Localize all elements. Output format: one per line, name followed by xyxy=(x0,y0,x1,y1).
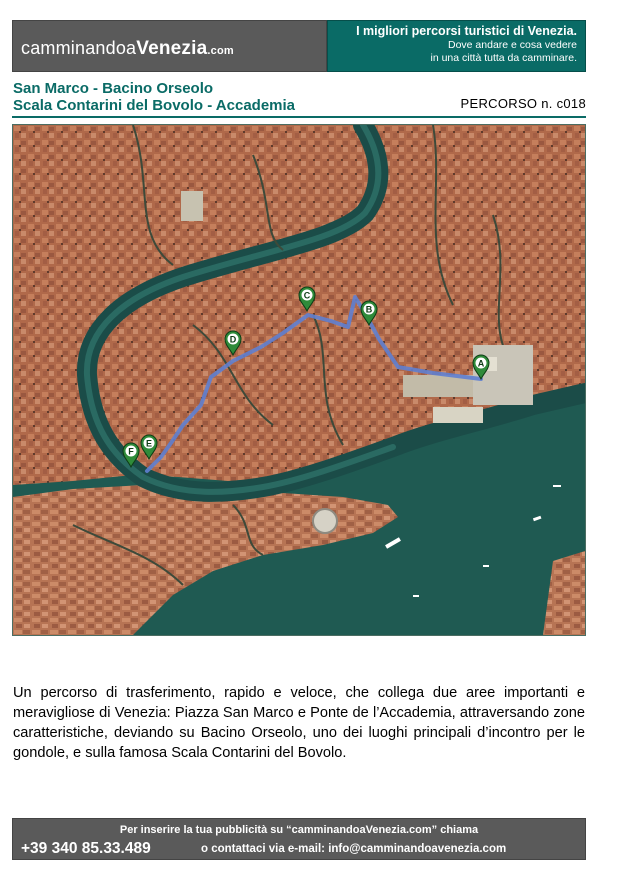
footer-site-c: .com xyxy=(405,824,432,836)
logo-bold: Venezia xyxy=(136,38,208,59)
footer-text-a: Per inserire la tua pubblicità su “ xyxy=(119,824,292,836)
footer-text-b: ” chiama xyxy=(431,824,479,836)
route-number: PERCORSO n. c018 xyxy=(460,96,586,111)
footer-site-b: Venezia xyxy=(365,824,406,836)
footer-site-a: camminandoa xyxy=(291,824,366,836)
route-title-line-1: San Marco - Bacino Orseolo xyxy=(13,80,214,97)
footer-email[interactable]: info@camminandoavenezia.com xyxy=(328,843,507,855)
campo xyxy=(181,191,203,221)
salute-church xyxy=(313,509,337,533)
marker-letter: C xyxy=(303,290,311,301)
tagline-line-2: in una città tutta da camminare. xyxy=(430,52,577,64)
title-divider xyxy=(12,116,586,118)
logo-suffix: .com xyxy=(207,45,234,57)
logo-prefix: camminandoa xyxy=(21,38,137,58)
marker-letter: B xyxy=(365,304,373,315)
marker-letter: D xyxy=(229,334,237,345)
tagline-line-1: Dove andare e cosa vedere xyxy=(448,39,577,51)
footer-advertise-text xyxy=(13,824,585,836)
footer-contact xyxy=(201,843,506,855)
footer-contact-text: o contattaci via e-mail: xyxy=(201,843,325,855)
advertising-footer xyxy=(12,818,586,860)
route-title xyxy=(13,80,295,114)
tagline-title: I migliori percorsi turistici di Venezia. xyxy=(356,24,577,38)
marker-letter: F xyxy=(128,446,134,457)
marker-letter: E xyxy=(145,438,153,449)
marker-letter: A xyxy=(477,358,485,369)
tagline-box xyxy=(327,20,586,72)
route-title-line-2: Scala Contarini del Bovolo - Accademia xyxy=(13,97,296,114)
route-description: Un percorso di trasferimento, rapido e veloce, che collega due aree importanti e meravigliose di Venezia: Piazza San Marco e Ponte de l’Accademia, attraversando zone caratteristiche, deviando su Bacino Orseolo, uno dei luoghi principali d’incontro per le gondole, e sulla famosa Scala Contarini del Bovolo. xyxy=(13,685,585,761)
site-logo-box xyxy=(12,20,327,72)
footer-phone[interactable]: +39 340 85.33.489 xyxy=(21,840,151,857)
route-map[interactable] xyxy=(12,124,586,636)
map-svg xyxy=(13,125,585,635)
riva-degli-schiavoni xyxy=(433,407,483,423)
site-logo[interactable] xyxy=(21,38,234,60)
